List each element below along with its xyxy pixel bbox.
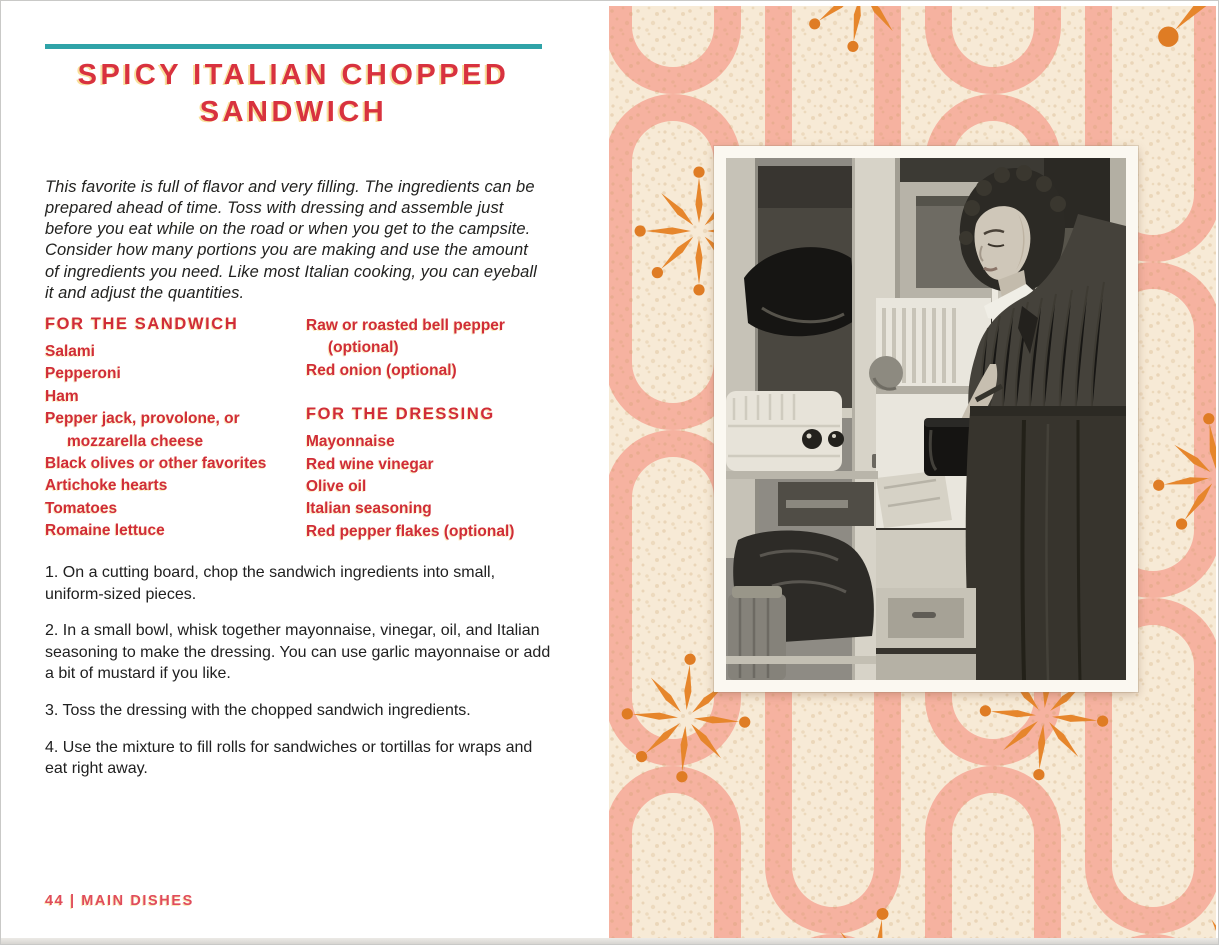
instructions xyxy=(45,562,551,795)
ingredient-item: Red pepper flakes (optional) xyxy=(306,522,515,540)
ingredient-item: Red onion (optional) xyxy=(306,361,457,379)
title-rule xyxy=(45,44,542,49)
column-spacer xyxy=(306,382,554,405)
ingredients-column-2 xyxy=(306,315,554,543)
ingredient-item: Black olives or other favorites xyxy=(45,455,267,473)
ingredient-item: Mayonnaise xyxy=(306,433,395,451)
ingredient-item: Pepper jack, provolone, or mozzarella cheese xyxy=(45,410,240,450)
ingredient-item: Artichoke hearts xyxy=(45,477,168,495)
recipe-photo xyxy=(714,146,1138,692)
ingredient-item: Raw or roasted bell pepper (optional) xyxy=(306,317,505,357)
ingredient-item: Salami xyxy=(45,343,95,360)
recipe-intro: This favorite is full of flavor and very filling. The ingredients can be prepared ahead of time. Toss with dressing and assemble just before you eat while on the road or when you get to the campsite. Consider how many portions you are making and use the amount of ingredients you need. Like most Italian cooking, you can eyeball it and adjust the quantities. xyxy=(45,177,537,302)
decorative-panel xyxy=(609,6,1216,939)
ingredient-item: Tomatoes xyxy=(45,499,118,517)
page-footer: 44 | MAIN DISHES xyxy=(45,893,194,909)
step-1: 1. On a cutting board, chop the sandwich ingredients into small, uniform-sized pieces. xyxy=(45,564,496,603)
ingredient-item: Red wine vinegar xyxy=(306,455,434,473)
step-3: 3. Toss the dressing with the chopped sandwich ingredients. xyxy=(45,701,471,719)
photo-illustration xyxy=(726,158,1126,680)
title-line-1: SPICY ITALIAN CHOPPED xyxy=(77,59,510,91)
ingredients-column-1 xyxy=(45,315,301,543)
step-2: 2. In a small bowl, whisk together mayonnaise, vinegar, oil, and Italian seasoning to make the dressing. You can use garlic mayonnaise or add a bit of mustard if you like. xyxy=(45,622,551,683)
dressing-heading: FOR THE DRESSING xyxy=(306,405,495,424)
sandwich-heading: FOR THE SANDWICH xyxy=(45,315,239,333)
ingredient-item: Italian seasoning xyxy=(306,500,432,518)
ingredient-item: Pepperoni xyxy=(45,365,121,383)
recipe-page xyxy=(1,1,609,939)
ingredient-item: Romaine lettuce xyxy=(45,522,165,540)
step-4: 4. Use the mixture to fill rolls for sandwiches or tortillas for wraps and eat right away. xyxy=(45,738,533,778)
title-line-2: SANDWICH xyxy=(199,96,388,128)
ingredient-item: Ham xyxy=(45,387,79,405)
page-title xyxy=(35,57,552,131)
ingredient-item: Olive oil xyxy=(306,478,367,496)
page-bottom-edge xyxy=(1,938,1218,944)
